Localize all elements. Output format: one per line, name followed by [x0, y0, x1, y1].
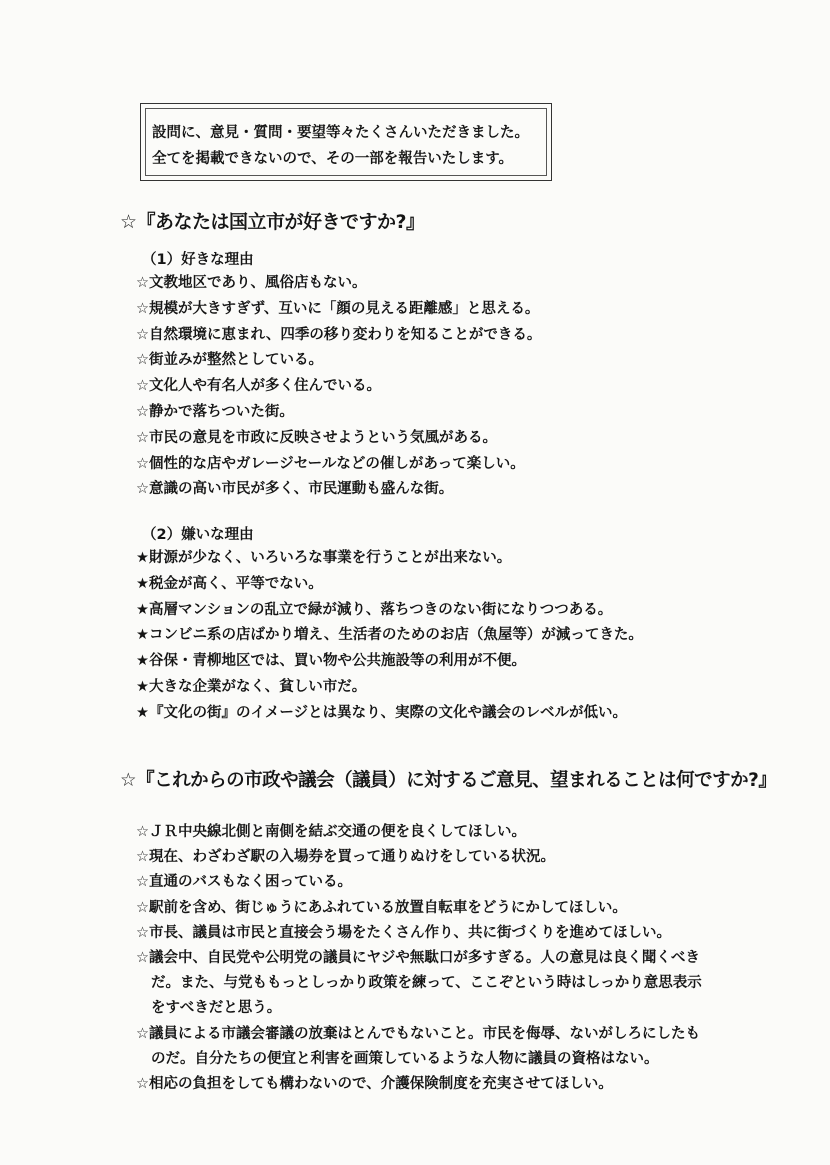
list-item: ☆規模が大きすぎず、互いに「顔の見える距離感」と思える。 [136, 300, 540, 317]
dislike-heading: （2）嫌いな理由 [142, 527, 254, 543]
list-item-continued: だ。また、与党ももっとしっかり政策を練って、ここぞという時はしっかり意思表示 [151, 975, 702, 992]
list-item: ☆市民の意見を市政に反映させようという気風がある。 [136, 429, 497, 446]
list-item: ★『文化の街』のイメージとは異なり、実際の文化や議会のレベルが低い。 [136, 704, 628, 721]
list-item: ☆個性的な店やガレージセールなどの催しがあって楽しい。 [136, 455, 525, 472]
list-item: ☆市長、議員は市民と直接会う場をたくさん作り、共に街づくりを進めてほしい。 [136, 924, 671, 941]
list-item: ☆ＪＲ中央線北側と南側を結ぶ交通の便を良くしてほしい。 [136, 824, 526, 840]
list-item: ☆相応の負担をしても構わないので、介護保険制度を充実させてほしい。 [136, 1076, 613, 1093]
like-heading: （1）好きな理由 [142, 252, 254, 268]
list-item: ☆文化人や有名人が多く住んでいる。 [136, 378, 381, 395]
list-item: ☆議会中、自民党や公明党の議員にヤジや無駄口が多すぎる。人の意見は良く聞くべき [136, 950, 700, 967]
list-item: ☆議員による市議会審議の放棄はとんでもないこと。市民を侮辱、ないがしろにしたも [136, 1025, 700, 1042]
notice-line: 設問に、意見・質問・要望等々たくさんいただきました。 [152, 125, 529, 141]
list-item: ★税金が高く、平等でない。 [136, 575, 323, 592]
list-item: ☆直通のバスもなく困っている。 [136, 874, 352, 891]
section1-title: ☆『あなたは国立市が好きですか?』 [120, 211, 425, 233]
list-item: ★谷保・青柳地区では、買い物や公共施設等の利用が不便。 [136, 653, 526, 670]
notice-inner-border [145, 108, 547, 176]
list-item: ★コンビニ系の店ばかり増え、生活者のためのお店（魚屋等）が減ってきた。 [136, 627, 643, 644]
list-item-continued: のだ。自分たちの便宜と利害を画策しているような人物に議員の資格はない。 [151, 1050, 659, 1067]
list-item: ☆自然環境に恵まれ、四季の移り変わりを知ることができる。 [136, 326, 542, 343]
notice-box [140, 103, 552, 181]
dislike-list [136, 546, 643, 727]
list-item: ☆意識の高い市民が多く、市民運動も盛んな街。 [136, 481, 454, 498]
opinions-list [136, 820, 702, 1097]
list-item: ☆駅前を含め、街じゅうにあふれている放置自転車をどうにかしてほしい。 [136, 899, 627, 916]
list-item: ☆現在、わざわざ駅の入場券を買って通りぬけをしている状況。 [136, 849, 555, 866]
list-item: ☆文教地区であり、風俗店もない。 [136, 275, 367, 291]
list-item: ★大きな企業がなく、貧しい市だ。 [136, 678, 367, 695]
list-item: ☆街並みが整然としている。 [136, 352, 323, 369]
list-item: ★高層マンションの乱立で緑が減り、落ちつきのない街になりつつある。 [136, 601, 613, 618]
notice-line: 全てを掲載できないので、その一部を報告いたします。 [152, 151, 514, 167]
list-item-continued: をすべきだと思う。 [151, 1000, 282, 1017]
section2-title: ☆『これからの市政や議会（議員）に対するご意見、望まれることは何ですか?』 [120, 770, 777, 791]
like-list [136, 271, 541, 503]
list-item: ★財源が少なく、いろいろな事業を行うことが出来ない。 [136, 550, 512, 566]
list-item: ☆静かで落ちついた街。 [136, 403, 294, 420]
